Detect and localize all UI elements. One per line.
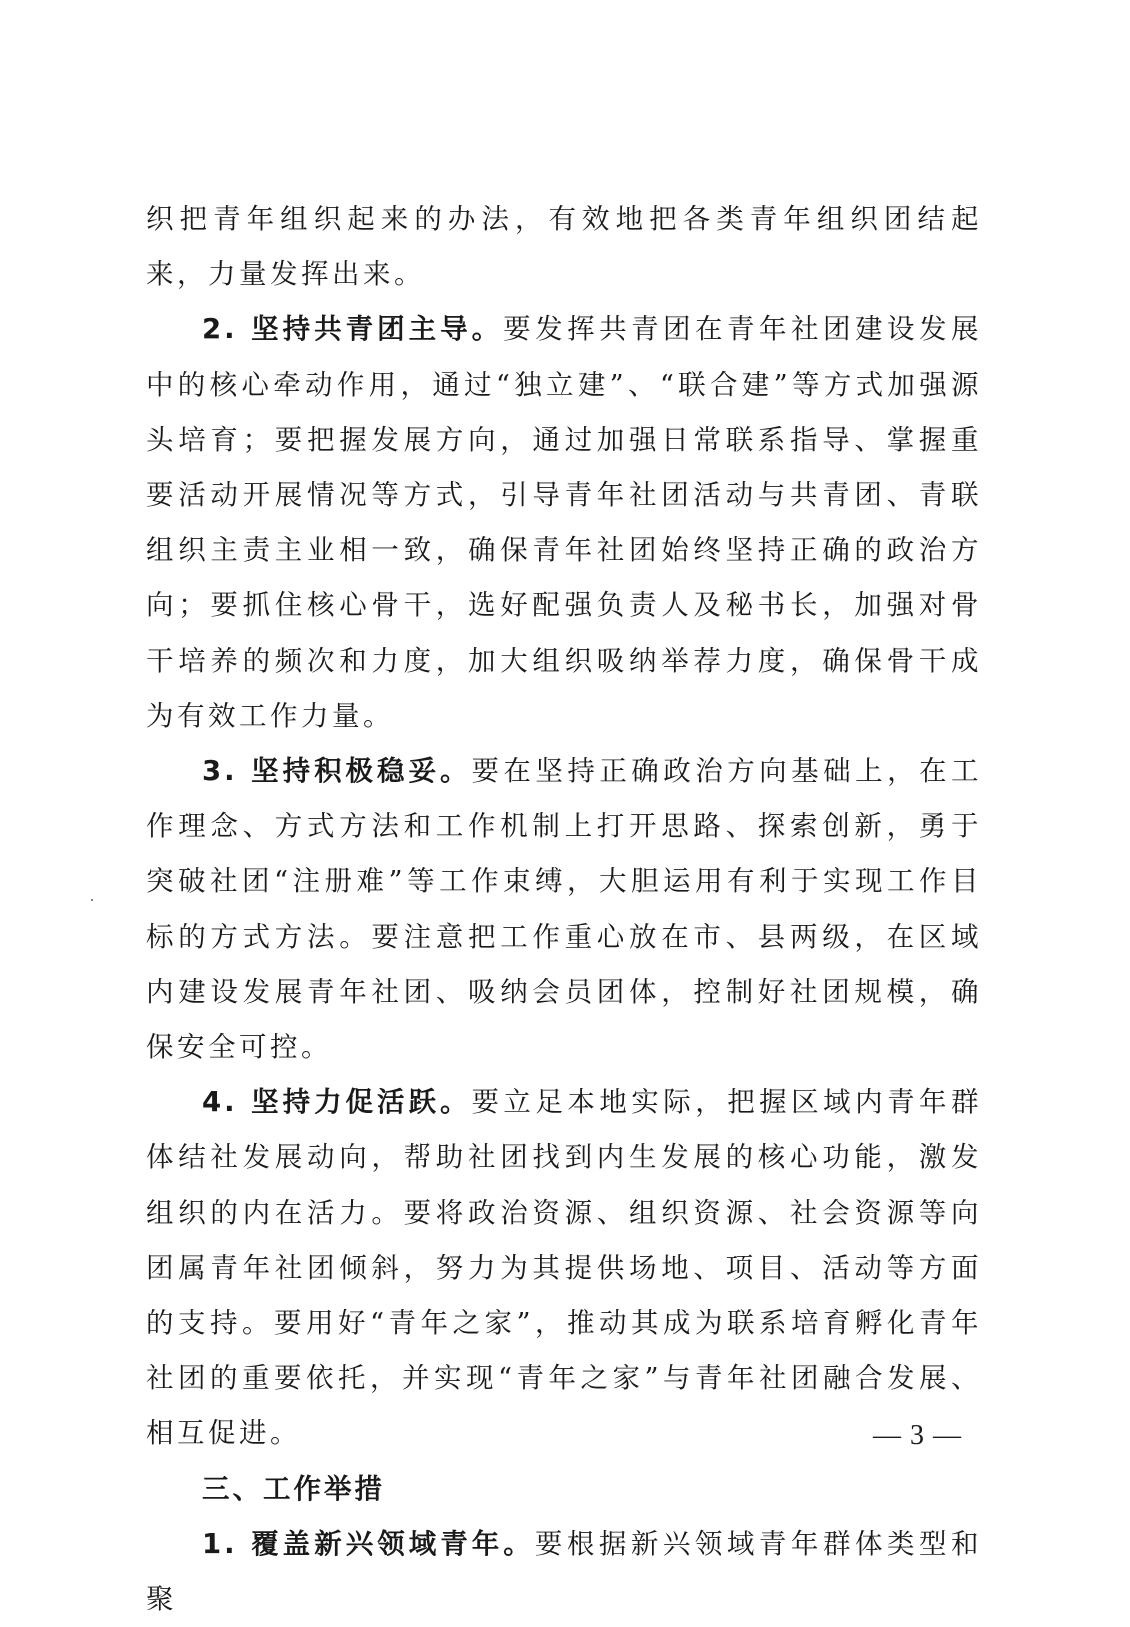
body-text — [146, 192, 982, 1627]
measure-body-1: 要根据新兴领域青年群体类型和聚 — [146, 1527, 983, 1616]
principle-heading-3: 3. 坚持积极稳妥。 — [202, 755, 472, 788]
principle-paragraph-3 — [146, 744, 982, 1075]
principle-heading-4: 4. 坚持力促活跃。 — [202, 1086, 472, 1119]
principle-heading-2: 2. 坚持共青团主导。 — [202, 313, 504, 346]
principle-paragraph-4 — [146, 1075, 982, 1461]
section-heading: 三、工作举措 — [202, 1472, 385, 1505]
principle-body-3: 要在坚持正确政治方向基础上，在工作理念、方式方法和工作机制上打开思路、探索创新，勇于突破社团“注册难”等工作束缚，大胆运用有利于实现工作目标的方式方法。要注意把工作重心放在市、县两级，在区域内建设发展青年社团、吸纳会员团体，控制好社团规模，确保安全可控。 — [146, 755, 983, 1064]
scan-speck — [91, 899, 93, 901]
measure-heading-1: 1. 覆盖新兴领域青年。 — [202, 1527, 535, 1560]
principle-body-2: 要发挥共青团在青年社团建设发展中的核心牵动作用，通过“独立建”、“联合建”等方式加强源头培育；要把握发展方向，通过加强日常联系指导、掌握重要活动开展情况等方式，引导青年社团活动与共青团、青联组织主责主业相一致，确保青年社团始终坚持正确的政治方向；要抓住核心骨干，选好配强负责人及秘书长，加强对骨干培养的频次和力度，加大组织吸纳举荐力度，确保骨干成为有效工作力量。 — [146, 313, 982, 732]
measure-paragraph-1 — [146, 1517, 982, 1627]
page-number: — 3 — — [873, 1420, 962, 1451]
principle-paragraph-2 — [146, 302, 982, 744]
continuation-paragraph: 织把青年组织起来的办法，有效地把各类青年组织团结起来，力量发挥出来。 — [146, 203, 982, 291]
principle-body-4: 要立足本地实际，把握区域内青年群体结社发展动向，帮助社团找到内生发展的核心功能，激发组织的内在活力。要将政治资源、组织资源、社会资源等向团属青年社团倾斜，努力为其提供场地、项目、活动等方面的支持。要用好“青年之家”，推动其成为联系培育孵化青年社团的重要依托，并实现“青年之家”与青年社团融合发展、相互促进。 — [146, 1086, 983, 1450]
